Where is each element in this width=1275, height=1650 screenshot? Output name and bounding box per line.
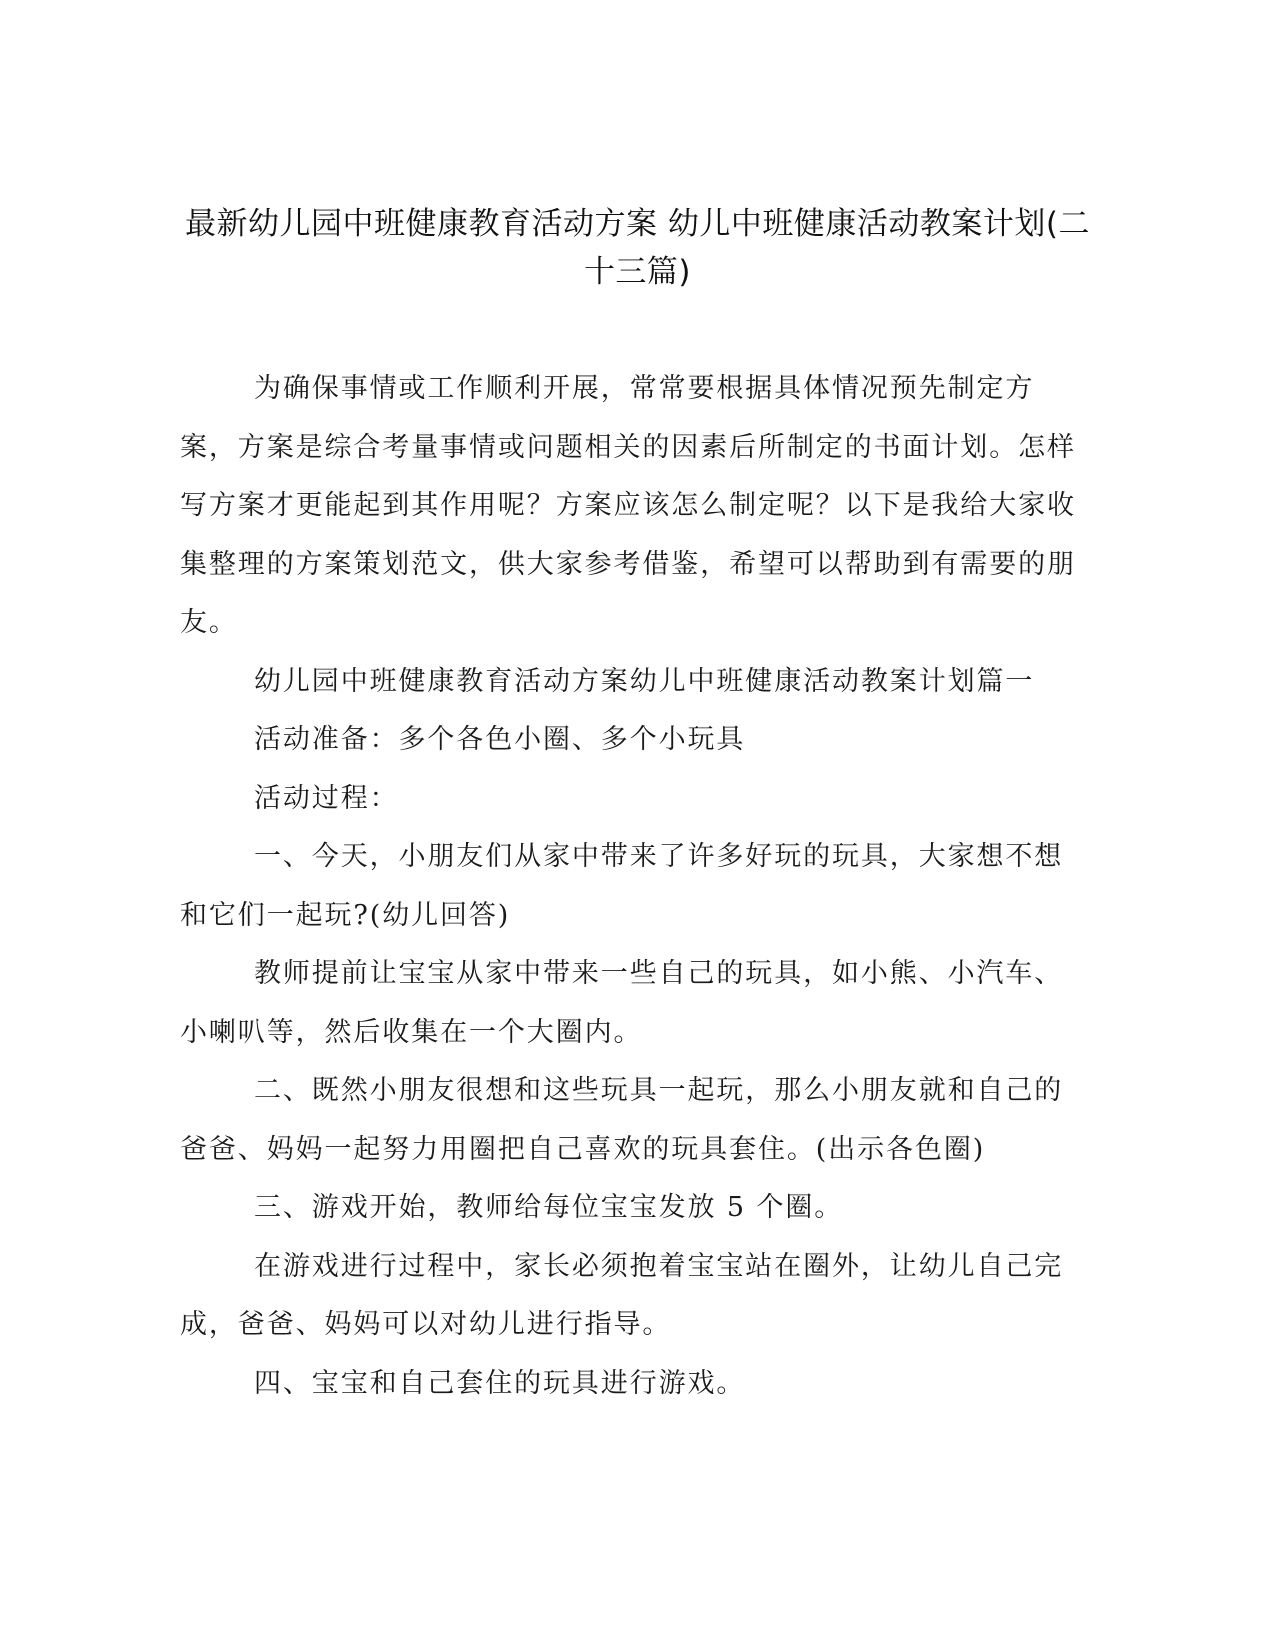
step-two: 二、既然小朋友很想和这些玩具一起玩，那么小朋友就和自己的爸爸、妈妈一起努力用圈把自己喜欢的玩具套住。(出示各色圈): [180, 1075, 1064, 1165]
activity-preparation: 活动准备：多个各色小圈、多个小玩具: [254, 724, 746, 755]
document-title: 最新幼儿园中班健康教育活动方案 幼儿中班健康活动教案计划(二十三篇): [185, 206, 1090, 290]
step-three: 三、游戏开始，教师给每位宝宝发放 5 个圈。: [254, 1192, 844, 1223]
activity-process-heading: 活动过程：: [254, 782, 399, 814]
document-body: [180, 360, 1080, 1413]
intro-paragraph: 为确保事情或工作顺利开展，常常要根据具体情况预先制定方案，方案是综合考量事情或问题相关的因素后所制定的书面计划。怎样写方案才更能起到其作用呢？方案应该怎么制定呢？以下是我给大家收集整理的方案策划范文，供大家参考借鉴，希望可以帮助到有需要的朋友。: [180, 373, 1076, 638]
step-four: 四、宝宝和自己套住的玩具进行游戏。: [254, 1367, 746, 1399]
step-three-note: 在游戏进行过程中，家长必须抱着宝宝站在圈外，让幼儿自己完成，爸爸、妈妈可以对幼儿进行指导。: [180, 1250, 1064, 1340]
step-one-note: 教师提前让宝宝从家中带来一些自己的玩具，如小熊、小汽车、小喇叭等，然后收集在一个大圈内。: [180, 958, 1064, 1048]
section-heading: 幼儿园中班健康教育活动方案幼儿中班健康活动教案计划篇一: [254, 665, 1035, 697]
step-one: 一、今天，小朋友们从家中带来了许多好玩的玩具，大家想不想和它们一起玩?(幼儿回答): [180, 841, 1064, 931]
